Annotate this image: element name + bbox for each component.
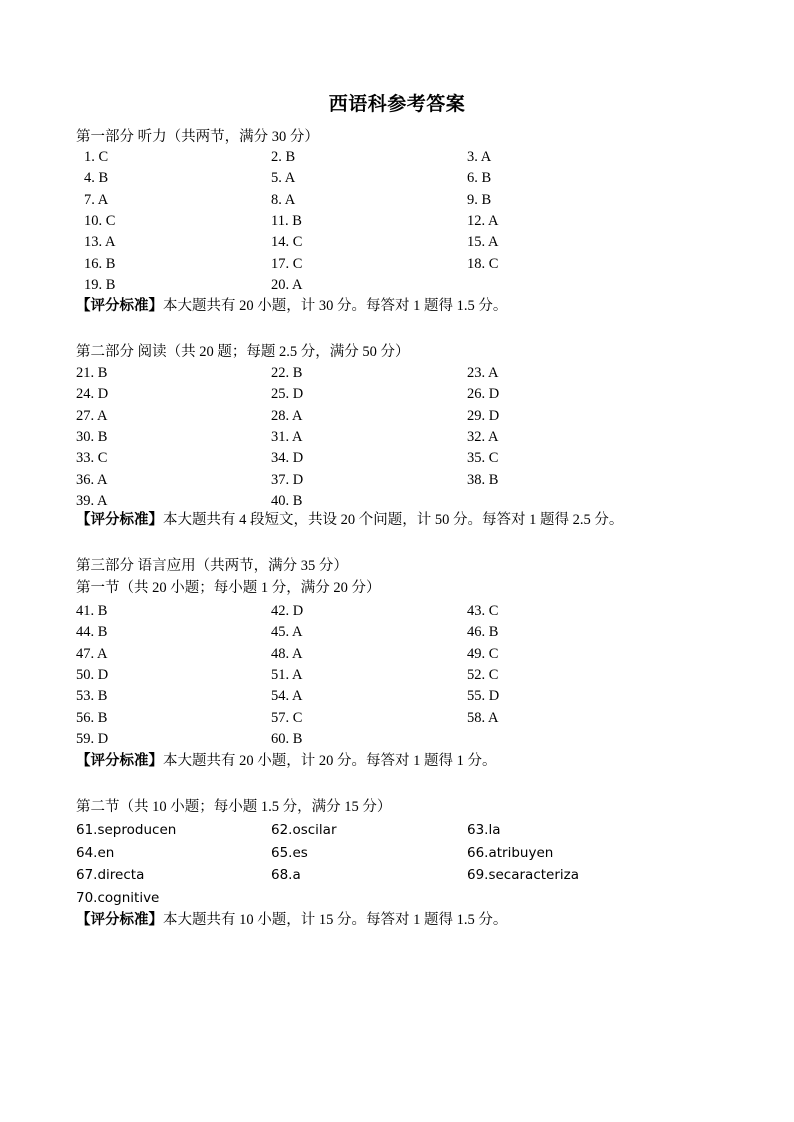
answer-item: 53. B (76, 688, 108, 705)
answer-item: 1. C (84, 149, 109, 165)
answer-row (76, 665, 716, 686)
scoring-text: 本大题共有 20 小题，计 30 分。每答对 1 题得 1.5 分。 (163, 298, 508, 314)
answer-item: 22. B (271, 365, 303, 381)
answer-row (76, 190, 716, 211)
answer-item: 10. C (84, 212, 116, 229)
answer-item: 67.directa (76, 867, 145, 884)
answer-item: 58. A (467, 709, 499, 726)
answer-row (76, 820, 716, 841)
answer-item: 31. A (271, 428, 303, 445)
answer-item: 55. D (467, 688, 500, 705)
scoring-note-language-use-1 (76, 751, 497, 771)
answer-item: 2. B (271, 149, 296, 165)
answer-item: 69.secaracteriza (467, 867, 580, 884)
section-header-listening: 第一部分 听力（共两节，满分 30 分） (76, 129, 319, 145)
answer-item: 20. A (271, 276, 303, 293)
answer-item: 30. B (76, 428, 108, 445)
answer-item: 63.la (467, 822, 501, 838)
answer-item: 35. C (467, 450, 499, 467)
answer-row (76, 622, 716, 643)
answer-item: 26. D (467, 386, 500, 403)
answer-row (76, 168, 716, 189)
answer-item: 14. C (271, 234, 303, 251)
scoring-note-language-use-2 (76, 910, 507, 930)
answer-item: 7. A (84, 191, 109, 208)
answer-item: 15. A (467, 234, 499, 251)
answer-item: 11. B (271, 212, 302, 229)
answer-item: 64.en (76, 844, 115, 861)
answer-row (76, 147, 716, 168)
answer-item: 17. C (271, 255, 303, 272)
scoring-note-listening (76, 296, 507, 316)
answer-item: 70.cognitive (76, 889, 160, 906)
answer-item: 62.oscilar (271, 822, 337, 838)
answer-item: 23. A (467, 365, 499, 381)
answer-item: 33. C (76, 450, 108, 467)
scoring-label: 【评分标准】 (76, 912, 163, 928)
answer-item: 18. C (467, 255, 499, 272)
answer-row (76, 644, 716, 665)
answer-item: 28. A (271, 407, 303, 424)
answer-item: 4. B (84, 170, 109, 187)
answer-item: 3. A (467, 149, 492, 165)
answer-item: 39. A (76, 492, 108, 509)
answer-row (76, 865, 716, 886)
answer-row (76, 384, 716, 405)
answer-item: 45. A (271, 624, 303, 641)
answer-item: 59. D (76, 730, 109, 747)
answer-item: 16. B (84, 255, 116, 272)
scoring-text: 本大题共有 20 小题，计 20 分。每答对 1 题得 1 分。 (163, 753, 497, 769)
answer-row (76, 729, 716, 750)
answer-row (76, 601, 716, 622)
answer-item: 29. D (467, 407, 500, 424)
scoring-label: 【评分标准】 (76, 512, 163, 528)
answer-item: 37. D (271, 471, 304, 488)
answer-item: 42. D (271, 603, 304, 619)
section-header-language-use: 第三部分 语言应用（共两节，满分 35 分） (76, 558, 348, 574)
answer-item: 46. B (467, 624, 499, 641)
answer-item: 12. A (467, 212, 499, 229)
answer-item: 25. D (271, 386, 304, 403)
scoring-note-reading (76, 510, 623, 530)
answer-item: 24. D (76, 386, 109, 403)
answer-row (76, 427, 716, 448)
answer-item: 66.atribuyen (467, 844, 554, 861)
answer-item: 41. B (76, 603, 108, 619)
answer-item: 13. A (84, 234, 116, 251)
scoring-text: 本大题共有 10 小题，计 15 分。每答对 1 题得 1.5 分。 (163, 912, 508, 928)
answer-item: 49. C (467, 645, 499, 662)
answer-row (76, 843, 716, 864)
answer-item: 51. A (271, 666, 303, 683)
answer-item: 47. A (76, 645, 108, 662)
answer-item: 32. A (467, 428, 499, 445)
answer-item: 48. A (271, 645, 303, 662)
answer-item: 40. B (271, 492, 303, 509)
answer-row (76, 275, 716, 296)
subsection-header-1: 第一节（共 20 小题；每小题 1 分，满分 20 分） (76, 580, 381, 596)
answer-item: 65.es (271, 844, 308, 861)
answer-item: 43. C (467, 603, 499, 619)
answer-item: 38. B (467, 471, 499, 488)
answer-item: 44. B (76, 624, 108, 641)
answer-row (76, 448, 716, 469)
answer-row (76, 686, 716, 707)
answer-row (76, 254, 716, 275)
answer-item: 54. A (271, 688, 303, 705)
answer-item: 8. A (271, 191, 296, 208)
scoring-label: 【评分标准】 (76, 298, 163, 314)
answer-row (76, 363, 716, 384)
page-title: 西语科参考答案 (328, 94, 466, 115)
answer-item: 50. D (76, 666, 109, 683)
answer-item: 68.a (271, 867, 301, 884)
answer-item: 19. B (84, 276, 116, 293)
answer-row (76, 470, 716, 491)
answer-row (76, 491, 716, 512)
scoring-label: 【评分标准】 (76, 753, 163, 769)
answer-item: 57. C (271, 709, 303, 726)
answer-row (76, 211, 716, 232)
answer-row (76, 708, 716, 729)
answer-row (76, 232, 716, 253)
answer-item: 27. A (76, 407, 108, 424)
answer-item: 52. C (467, 666, 499, 683)
scoring-text: 本大题共有 4 段短文，共设 20 个问题，计 50 分。每答对 1 题得 2.5 分。 (163, 512, 624, 528)
answer-item: 56. B (76, 709, 108, 726)
subsection-header-2: 第二节（共 10 小题；每小题 1.5 分，满分 15 分） (76, 799, 392, 815)
answer-item: 61.seproducen (76, 822, 177, 838)
answer-item: 5. A (271, 170, 296, 187)
answer-item: 36. A (76, 471, 108, 488)
answer-item: 21. B (76, 365, 108, 381)
section-header-reading: 第二部分 阅读（共 20 题；每题 2.5 分，满分 50 分） (76, 344, 410, 360)
answer-row (76, 406, 716, 427)
answer-item: 6. B (467, 170, 492, 187)
answer-item: 34. D (271, 450, 304, 467)
answer-row (76, 888, 716, 909)
answer-item: 9. B (467, 191, 492, 208)
answer-item: 60. B (271, 730, 303, 747)
